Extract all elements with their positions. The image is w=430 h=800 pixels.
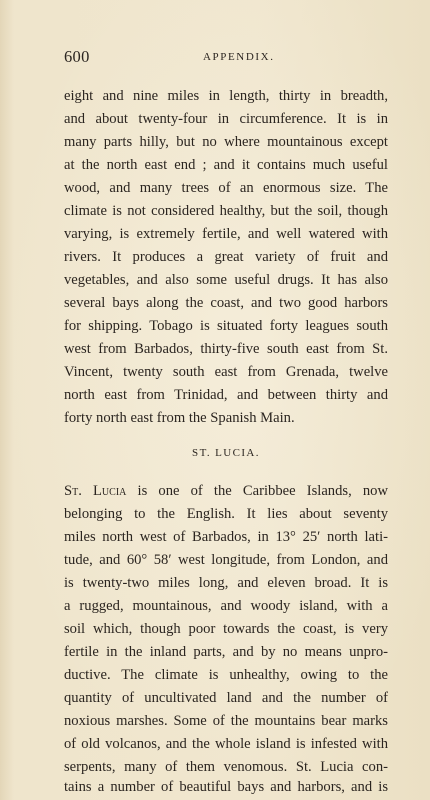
page-header xyxy=(64,47,394,69)
text-line: and about twenty-four in circumference. It is in xyxy=(64,111,388,127)
text-line: miles north west of Barbados, in 13° 25′ north lati- xyxy=(64,529,388,545)
section-heading: ST. LUCIA. xyxy=(192,447,260,459)
text-line: varying, is extremely fertile, and well watered with xyxy=(64,226,388,242)
text-line: eight and nine miles in length, thirty in breadth, xyxy=(64,88,388,104)
text-line: quantity of uncultivated land and the number of xyxy=(64,690,388,706)
text-line: serpents, many of them venomous. St. Lucia con- xyxy=(64,759,388,775)
text-line: ductive. The climate is unhealthy, owing to the xyxy=(64,667,388,683)
text-line: noxious marshes. Some of the mountains bear marks xyxy=(64,713,388,729)
text-line: tude, and 60° 58′ west longitude, from London, and xyxy=(64,552,388,568)
text-line-lead xyxy=(64,480,388,502)
page-number: 600 xyxy=(64,47,90,66)
text-line: many parts hilly, but no where mountainous except xyxy=(64,134,388,150)
text-line: several bays along the coast, and two good harbors xyxy=(64,295,388,311)
text-line: of old volcanos, and the whole island is infested with xyxy=(64,736,388,752)
text-line: for shipping. Tobago is situated forty leagues south xyxy=(64,318,388,334)
text-line: is twenty-two miles long, and eleven broad. It is xyxy=(64,575,388,591)
text-line: forty north east from the Spanish Main. xyxy=(64,410,295,426)
lead-words: St. Lucia xyxy=(64,483,127,499)
text-line: at the north east end ; and it contains much useful xyxy=(64,157,388,173)
text-line: Vincent, twenty south east from Grenada, twelve xyxy=(64,364,388,380)
text-line: vegetables, and also some useful drugs. It has also xyxy=(64,272,388,288)
text-line: belonging to the English. It lies about seventy xyxy=(64,506,388,522)
running-head: APPENDIX. xyxy=(203,51,275,63)
text-line: wood, and many trees of an enormous size. The xyxy=(64,180,388,196)
text-line: soil which, though poor towards the coast, is very xyxy=(64,621,388,637)
text-line: climate is not considered healthy, but the soil, though xyxy=(64,203,388,219)
text-line: north east from Trinidad, and between thirty and xyxy=(64,387,388,403)
text-line: fertile in the inland parts, and by no means unpro- xyxy=(64,644,388,660)
text-line: west from Barbados, thirty-five south east from St. xyxy=(64,341,388,357)
text-line: a rugged, mountainous, and woody island, with a xyxy=(64,598,388,614)
lead-line-rest: is one of the Caribbee Islands, now xyxy=(126,483,388,499)
text-line: rivers. It produces a great variety of fruit and xyxy=(64,249,388,265)
text-line: tains a number of beautiful bays and harbors, and is xyxy=(64,779,388,795)
